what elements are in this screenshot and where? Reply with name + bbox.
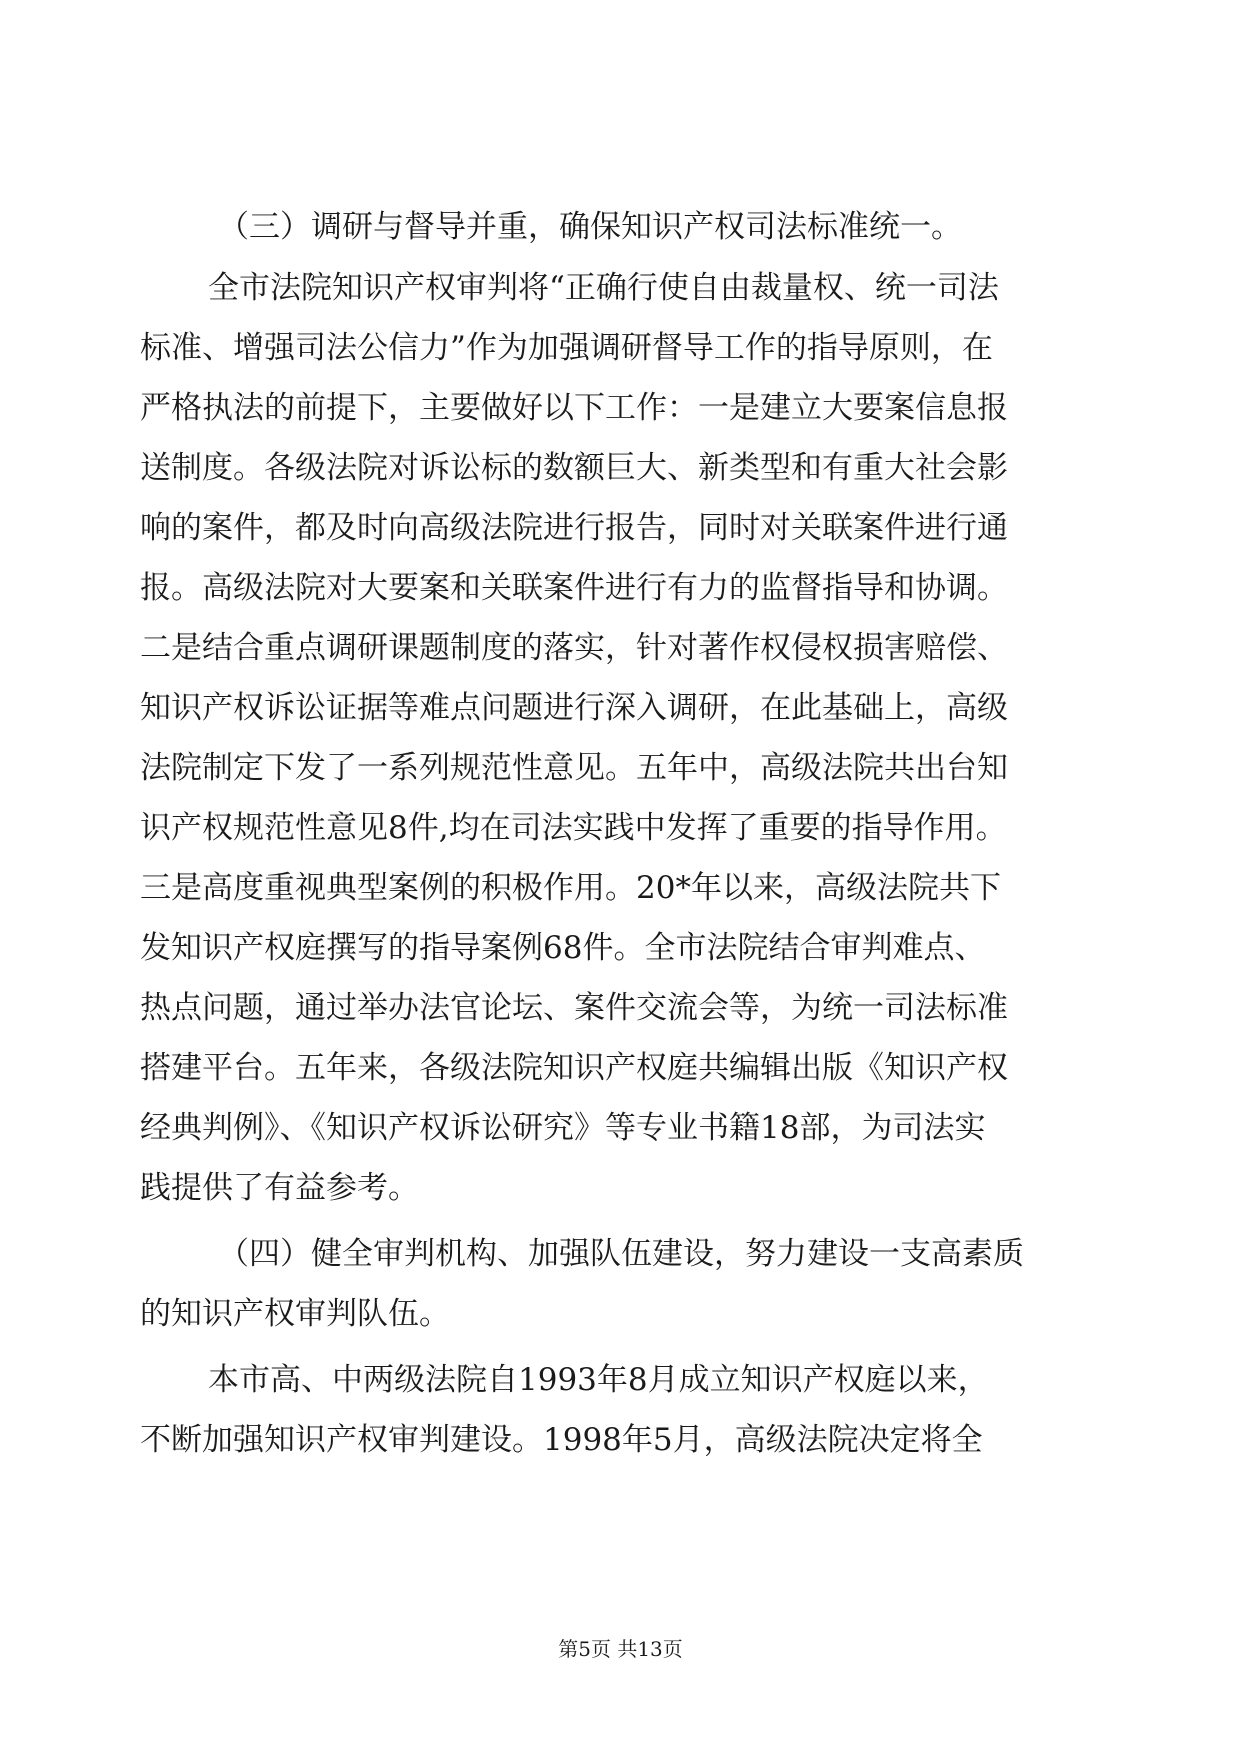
text-line-2: 全市法院知识产权审判将“正确行使自由裁量权、统一司法 [208,270,999,306]
text-line-7: 报。高级法院对大要案和关联案件进行有力的监督指导和协调。 [140,570,1008,606]
text-line-10: 法院制定下发了一系列规范性意见。五年中，高级法院共出台知 [140,750,1008,786]
text-line-9: 知识产权诉讼证据等难点问题进行深入调研，在此基础上，高级 [140,690,1008,726]
text-line-21: 不断加强知识产权审判建设。1998年5月，高级法院决定将全 [140,1422,983,1458]
text-line-5: 送制度。各级法院对诉讼标的数额巨大、新类型和有重大社会影 [140,450,1008,486]
text-line-19: 的知识产权审判队伍。 [140,1296,450,1332]
text-line-4: 严格执法的前提下，主要做好以下工作：一是建立大要案信息报 [140,390,1008,426]
text-line-11: 识产权规范性意见8件,均在司法实践中发挥了重要的指导作用。 [140,810,1007,846]
text-line-6: 响的案件，都及时向高级法院进行报告，同时对关联案件进行通 [140,510,1008,546]
text-line-3: 标准、增强司法公信力”作为加强调研督导工作的指导原则，在 [140,330,993,366]
text-line-20: 本市高、中两级法院自1993年8月成立知识产权庭以来， [208,1362,989,1398]
text-line-1: （三）调研与督导并重，确保知识产权司法标准统一。 [218,209,962,245]
text-line-16: 经典判例》、《知识产权诉讼研究》等专业书籍18部，为司法实 [140,1110,986,1146]
text-line-8: 二是结合重点调研课题制度的落实，针对著作权侵权损害赔偿、 [140,630,1008,666]
text-line-14: 热点问题，通过举办法官论坛、案件交流会等，为统一司法标准 [140,990,1008,1026]
text-line-18: （四）健全审判机构、加强队伍建设，努力建设一支高素质 [218,1236,1024,1272]
text-line-17: 践提供了有益参考。 [140,1170,419,1206]
page-number: 第5页 共13页 [558,1637,683,1661]
text-line-13: 发知识产权庭撰写的指导案例68件。全市法院结合审判难点、 [140,930,986,966]
text-line-12: 三是高度重视典型案例的积极作用。20*年以来，高级法院共下 [140,870,1001,906]
text-line-15: 搭建平台。五年来，各级法院知识产权庭共编辑出版《知识产权 [140,1050,1008,1086]
